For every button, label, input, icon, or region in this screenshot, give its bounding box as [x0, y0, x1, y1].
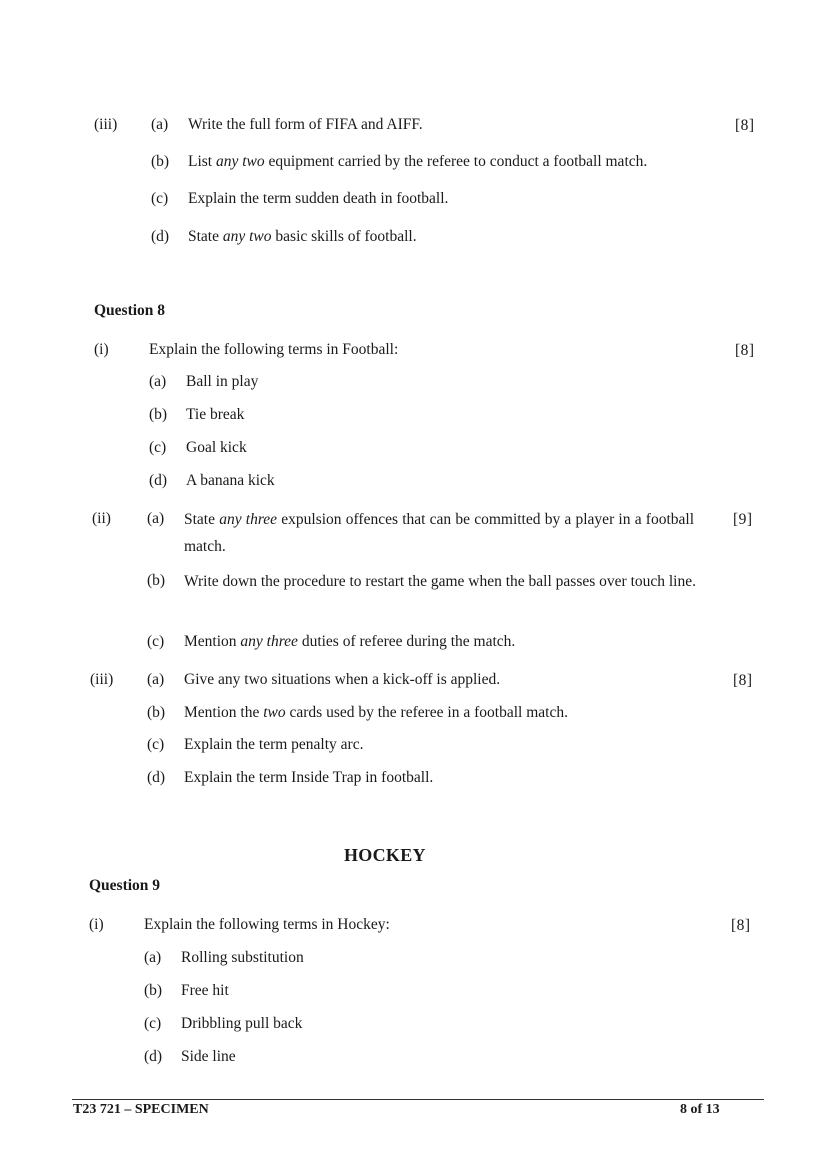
item-text: State any three expulsion offences that can be committed by a player in a football match. [184, 511, 694, 555]
question-text: Explain the following terms in Football: [149, 341, 399, 358]
item-label: (b) [144, 982, 163, 999]
item-text: Explain the term Inside Trap in football. [184, 769, 434, 786]
marks: [8] [735, 342, 755, 359]
item-text: Write down the procedure to restart the game when the ball passes over touch line. [184, 573, 696, 590]
question-number: (i) [94, 341, 109, 358]
question-heading: Question 8 [94, 302, 166, 319]
item-text: Explain the term sudden death in football. [188, 190, 449, 207]
item-text: Dribbling pull back [181, 1015, 303, 1032]
item-label: (d) [151, 228, 170, 245]
item-label: (b) [147, 704, 166, 721]
item-label: (c) [147, 736, 165, 753]
item-text: Mention the two cards used by the referee in a football match. [184, 704, 568, 721]
item-text: A banana kick [186, 472, 275, 489]
item-text: Rolling substitution [181, 949, 304, 966]
item-label: (c) [144, 1015, 162, 1032]
section-title: HOCKEY [344, 845, 426, 865]
item-text: Side line [181, 1048, 236, 1065]
question-text: Explain the following terms in Hockey: [144, 916, 390, 933]
item-text: Mention any three duties of referee during the match. [184, 633, 516, 650]
item-label: (a) [147, 671, 165, 688]
marks: [9] [733, 511, 753, 528]
question-heading: Question 9 [89, 877, 161, 894]
question-number: (i) [89, 916, 104, 933]
item-text: List any two equipment carried by the referee to conduct a football match. [188, 153, 648, 170]
item-label: (c) [147, 633, 165, 650]
item-label: (b) [147, 572, 166, 589]
page-number: 8 of 13 [680, 1102, 720, 1117]
marks: [8] [733, 672, 753, 689]
item-label: (a) [147, 510, 165, 527]
footer-code: T23 721 – SPECIMEN [73, 1102, 209, 1117]
question-number: (iii) [90, 671, 114, 688]
marks: [8] [735, 117, 755, 134]
item-text: State any two basic skills of football. [188, 228, 417, 245]
item-label: (d) [144, 1048, 163, 1065]
item-label: (b) [149, 406, 168, 423]
item-text: Explain the term penalty arc. [184, 736, 364, 753]
marks: [8] [731, 917, 751, 934]
item-label: (d) [149, 472, 168, 489]
question-number: (ii) [92, 510, 111, 527]
footer-divider [72, 1099, 764, 1100]
item-text: Free hit [181, 982, 229, 999]
item-text: Tie break [186, 406, 245, 423]
item-label: (b) [151, 153, 170, 170]
item-text: Write the full form of FIFA and AIFF. [188, 116, 423, 133]
item-label: (a) [144, 949, 162, 966]
question-number: (iii) [94, 116, 118, 133]
item-label: (a) [151, 116, 169, 133]
item-label: (a) [149, 373, 167, 390]
item-label: (c) [149, 439, 167, 456]
item-text: Goal kick [186, 439, 247, 456]
item-label: (d) [147, 769, 166, 786]
item-text: Ball in play [186, 373, 259, 390]
item-label: (c) [151, 190, 169, 207]
item-text: Give any two situations when a kick-off is applied. [184, 671, 501, 688]
